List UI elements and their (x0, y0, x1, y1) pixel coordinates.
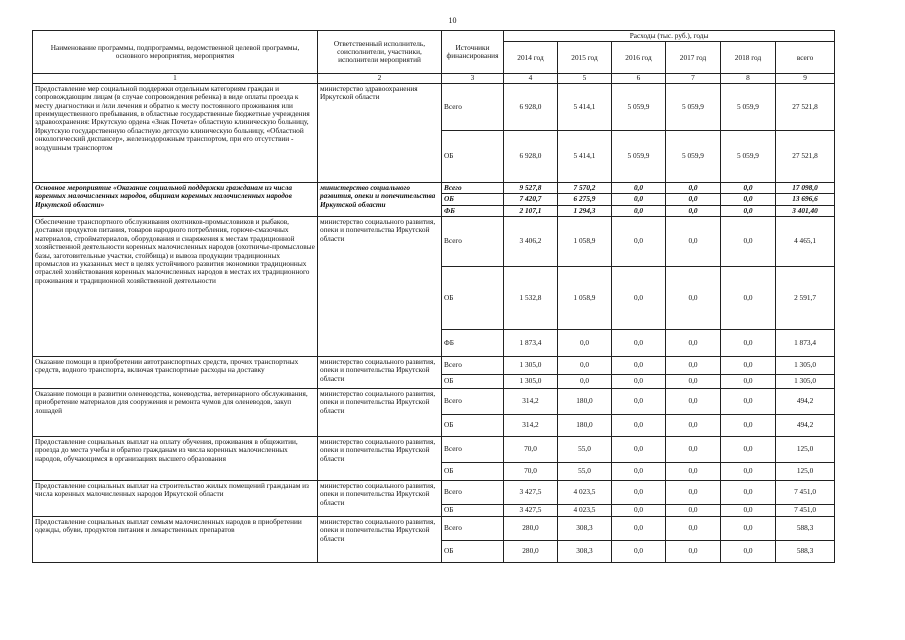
amount-cell: 0,0 (721, 205, 776, 216)
amount-cell: 55,0 (558, 436, 612, 462)
amount-cell: 1 058,9 (558, 216, 612, 266)
funding-source: ФБ (442, 205, 504, 216)
total-cell: 1 873,4 (776, 329, 835, 356)
responsible-executor: министерство социального развития, опеки и попечительства Иркутской области (318, 388, 442, 436)
amount-cell: 0,0 (666, 414, 721, 436)
measure-name: Оказание помощи в развитии оленеводства, коневодства, ветеринарного обслуживания, приобретение материалов для сооружения и ремонта чумов для оленеводов, закуп лошадей (33, 388, 318, 436)
table-row (33, 480, 835, 504)
amount-cell: 0,0 (612, 388, 666, 414)
total-cell: 1 305,0 (776, 356, 835, 374)
amount-cell: 0,0 (666, 266, 721, 329)
amount-cell: 0,0 (612, 205, 666, 216)
total-cell: 125,0 (776, 436, 835, 462)
header-year: 2015 год (558, 42, 612, 74)
amount-cell: 0,0 (666, 329, 721, 356)
amount-cell: 0,0 (612, 266, 666, 329)
column-index: 2 (318, 74, 442, 83)
amount-cell: 5 414,1 (558, 130, 612, 182)
amount-cell: 5 059,9 (666, 130, 721, 182)
funding-source: Всего (442, 83, 504, 130)
amount-cell: 280,0 (504, 540, 558, 562)
measure-name: Предоставление социальных выплат на строительство жилых помещений гражданам из числа коренных малочисленных народов Иркутской области (33, 480, 318, 516)
funding-source: ОБ (442, 130, 504, 182)
amount-cell: 0,0 (612, 504, 666, 516)
amount-cell: 0,0 (721, 216, 776, 266)
header-total: всего (776, 42, 835, 74)
responsible-executor: министерство социального развития, опеки и попечительства Иркутской области (318, 356, 442, 388)
column-index: 1 (33, 74, 318, 83)
measure-name: Оказание помощи в приобретении автотранспортных средств, прочих транспортных средств, водного транспорта, включая транспортные расходы на доставку (33, 356, 318, 388)
table-row (33, 182, 835, 193)
measure-name: Обеспечение транспортного обслуживания охотников-промысловиков и рыбаков, доставки продуктов питания, товаров народного потребления, горюче-смазочных материалов, стройматериалов, оборудования и снаряжения к местам традиционной хозяйственной деятельности коренных малочисленных народов (охотничье-промысловые базы, заготовительные участки, стойбища) и вывоза продукции традиционных промыслов из указанных мест в целях устойчивого развития экономики традиционных отраслей хозяйствования коренных малочисленных народов в местах их традиционного проживания и традиционной хозяйственной деятельности (33, 216, 318, 356)
amount-cell: 0,0 (612, 194, 666, 205)
total-cell: 17 098,0 (776, 182, 835, 193)
amount-cell: 0,0 (721, 182, 776, 193)
amount-cell: 0,0 (666, 388, 721, 414)
amount-cell: 0,0 (721, 480, 776, 504)
amount-cell: 1 294,3 (558, 205, 612, 216)
responsible-executor: министерство социального развития, опеки и попечительства Иркутской области (318, 182, 442, 216)
page-number: 10 (448, 16, 457, 25)
amount-cell: 4 023,5 (558, 480, 612, 504)
funding-source: ОБ (442, 462, 504, 480)
amount-cell: 1 532,8 (504, 266, 558, 329)
responsible-executor: министерство социального развития, опеки и попечительства Иркутской области (318, 516, 442, 562)
amount-cell: 6 928,0 (504, 83, 558, 130)
header-name: Наименование программы, подпрограммы, ведомственной целевой программы, основного мероприятия, мероприятия (33, 31, 318, 74)
amount-cell: 0,0 (612, 414, 666, 436)
budget-table (32, 30, 835, 563)
amount-cell: 0,0 (721, 194, 776, 205)
header-source: Источники финансирования (442, 31, 504, 74)
funding-source: ОБ (442, 266, 504, 329)
column-index: 8 (721, 74, 776, 83)
amount-cell: 3 427,5 (504, 504, 558, 516)
amount-cell: 0,0 (721, 356, 776, 374)
responsible-executor: министерство социального развития, опеки и попечительства Иркутской области (318, 436, 442, 480)
header-responsible: Ответственный исполнитель, соисполнители, участники, исполнители мероприятий (318, 31, 442, 74)
amount-cell: 1 058,9 (558, 266, 612, 329)
total-cell: 4 465,1 (776, 216, 835, 266)
amount-cell: 5 059,9 (612, 83, 666, 130)
amount-cell: 0,0 (612, 329, 666, 356)
total-cell: 494,2 (776, 414, 835, 436)
total-cell: 494,2 (776, 388, 835, 414)
measure-name: Предоставление мер социальной поддержки отдельным категориям граждан и сопровождающим лицам (в случае сопровождения ребенка) в виде оплаты проезда к месту диагностики и /или лечения и обратно к месту постоянного проживания или преимущественного пребывания, в областные государственные бюджетные учреждения здравоохранения: Иркутскую ордена «Знак Почета» областную клиническую больницу, Иркутскую государственную областную детскую клиническую больницу, «Областной онкологический диспансер», железнодорожным транспортом, при его отсутствии - воздушным транспортом (33, 83, 318, 182)
funding-source: Всего (442, 436, 504, 462)
amount-cell: 70,0 (504, 436, 558, 462)
amount-cell: 5 414,1 (558, 83, 612, 130)
total-cell: 7 451,0 (776, 480, 835, 504)
amount-cell: 0,0 (721, 504, 776, 516)
table-row (33, 356, 835, 374)
amount-cell: 0,0 (666, 194, 721, 205)
amount-cell: 0,0 (666, 462, 721, 480)
amount-cell: 5 059,9 (666, 83, 721, 130)
amount-cell: 0,0 (721, 388, 776, 414)
measure-name: Предоставление социальных выплат семьям малочисленных народов в приобретении одежды, обуви, продуктов питания и лекарственных препаратов (33, 516, 318, 562)
funding-source: Всего (442, 182, 504, 193)
amount-cell: 1 305,0 (504, 374, 558, 388)
header-year: 2017 год (666, 42, 721, 74)
amount-cell: 314,2 (504, 388, 558, 414)
amount-cell: 7 420,7 (504, 194, 558, 205)
amount-cell: 308,3 (558, 516, 612, 540)
total-cell: 588,3 (776, 516, 835, 540)
header-year: 2018 год (721, 42, 776, 74)
funding-source: ОБ (442, 540, 504, 562)
amount-cell: 5 059,9 (721, 130, 776, 182)
amount-cell: 6 928,0 (504, 130, 558, 182)
amount-cell: 0,0 (666, 205, 721, 216)
amount-cell: 0,0 (721, 462, 776, 480)
header-year: 2014 год (504, 42, 558, 74)
amount-cell: 0,0 (666, 356, 721, 374)
amount-cell: 0,0 (612, 182, 666, 193)
amount-cell: 0,0 (666, 540, 721, 562)
table-row (33, 216, 835, 266)
total-cell: 588,3 (776, 540, 835, 562)
amount-cell: 0,0 (721, 266, 776, 329)
amount-cell: 3 427,5 (504, 480, 558, 504)
total-cell: 27 521,8 (776, 83, 835, 130)
total-cell: 2 591,7 (776, 266, 835, 329)
header-expenses: Расходы (тыс. руб.), годы (504, 31, 835, 42)
amount-cell: 0,0 (666, 504, 721, 516)
funding-source: ОБ (442, 194, 504, 205)
amount-cell: 0,0 (721, 540, 776, 562)
total-cell: 125,0 (776, 462, 835, 480)
amount-cell: 308,3 (558, 540, 612, 562)
amount-cell: 9 527,8 (504, 182, 558, 193)
amount-cell: 0,0 (721, 516, 776, 540)
amount-cell: 0,0 (612, 516, 666, 540)
amount-cell: 0,0 (666, 374, 721, 388)
responsible-executor: министерство социального развития, опеки и попечительства Иркутской области (318, 480, 442, 516)
funding-source: Всего (442, 516, 504, 540)
column-index: 4 (504, 74, 558, 83)
amount-cell: 0,0 (612, 216, 666, 266)
column-index: 3 (442, 74, 504, 83)
amount-cell: 1 873,4 (504, 329, 558, 356)
amount-cell: 0,0 (666, 516, 721, 540)
total-cell: 3 401,40 (776, 205, 835, 216)
amount-cell: 0,0 (721, 374, 776, 388)
amount-cell: 0,0 (721, 329, 776, 356)
amount-cell: 70,0 (504, 462, 558, 480)
header-year: 2016 год (612, 42, 666, 74)
funding-source: Всего (442, 216, 504, 266)
amount-cell: 0,0 (558, 374, 612, 388)
funding-source: Всего (442, 388, 504, 414)
funding-source: ОБ (442, 374, 504, 388)
amount-cell: 0,0 (612, 540, 666, 562)
amount-cell: 5 059,9 (721, 83, 776, 130)
amount-cell: 0,0 (612, 480, 666, 504)
amount-cell: 2 107,1 (504, 205, 558, 216)
responsible-executor: министерство социального развития, опеки и попечительства Иркутской области (318, 216, 442, 356)
amount-cell: 180,0 (558, 414, 612, 436)
amount-cell: 0,0 (721, 436, 776, 462)
amount-cell: 0,0 (666, 480, 721, 504)
column-index: 6 (612, 74, 666, 83)
amount-cell: 0,0 (558, 329, 612, 356)
amount-cell: 0,0 (558, 356, 612, 374)
amount-cell: 0,0 (612, 462, 666, 480)
column-index: 5 (558, 74, 612, 83)
amount-cell: 4 023,5 (558, 504, 612, 516)
amount-cell: 55,0 (558, 462, 612, 480)
amount-cell: 7 570,2 (558, 182, 612, 193)
amount-cell: 0,0 (612, 374, 666, 388)
responsible-executor: министерство здравоохранения Иркутской области (318, 83, 442, 182)
amount-cell: 1 305,0 (504, 356, 558, 374)
total-cell: 7 451,0 (776, 504, 835, 516)
amount-cell: 0,0 (666, 436, 721, 462)
measure-name: Предоставление социальных выплат на оплату обучения, проживания в общежитии, проезда до места учебы и обратно гражданам из числа коренных малочисленных народов, обучающимся в организациях высшего образования (33, 436, 318, 480)
funding-source: ОБ (442, 414, 504, 436)
amount-cell: 0,0 (612, 436, 666, 462)
total-cell: 1 305,0 (776, 374, 835, 388)
measure-name: Основное мероприятие «Оказание социальной поддержки гражданам из числа коренных малочисленных народов, общинам коренных малочисленных народов Иркутской области» (33, 182, 318, 216)
total-cell: 27 521,8 (776, 130, 835, 182)
table-row (33, 436, 835, 462)
amount-cell: 6 275,9 (558, 194, 612, 205)
funding-source: Всего (442, 356, 504, 374)
amount-cell: 280,0 (504, 516, 558, 540)
column-index: 7 (666, 74, 721, 83)
amount-cell: 0,0 (666, 216, 721, 266)
funding-source: ОБ (442, 504, 504, 516)
funding-source: Всего (442, 480, 504, 504)
amount-cell: 180,0 (558, 388, 612, 414)
table-row (33, 516, 835, 540)
amount-cell: 5 059,9 (612, 130, 666, 182)
amount-cell: 0,0 (721, 414, 776, 436)
column-index: 9 (776, 74, 835, 83)
funding-source: ФБ (442, 329, 504, 356)
amount-cell: 0,0 (612, 356, 666, 374)
table-row (33, 388, 835, 414)
table-row (33, 83, 835, 130)
amount-cell: 314,2 (504, 414, 558, 436)
total-cell: 13 696,6 (776, 194, 835, 205)
amount-cell: 0,0 (666, 182, 721, 193)
amount-cell: 3 406,2 (504, 216, 558, 266)
